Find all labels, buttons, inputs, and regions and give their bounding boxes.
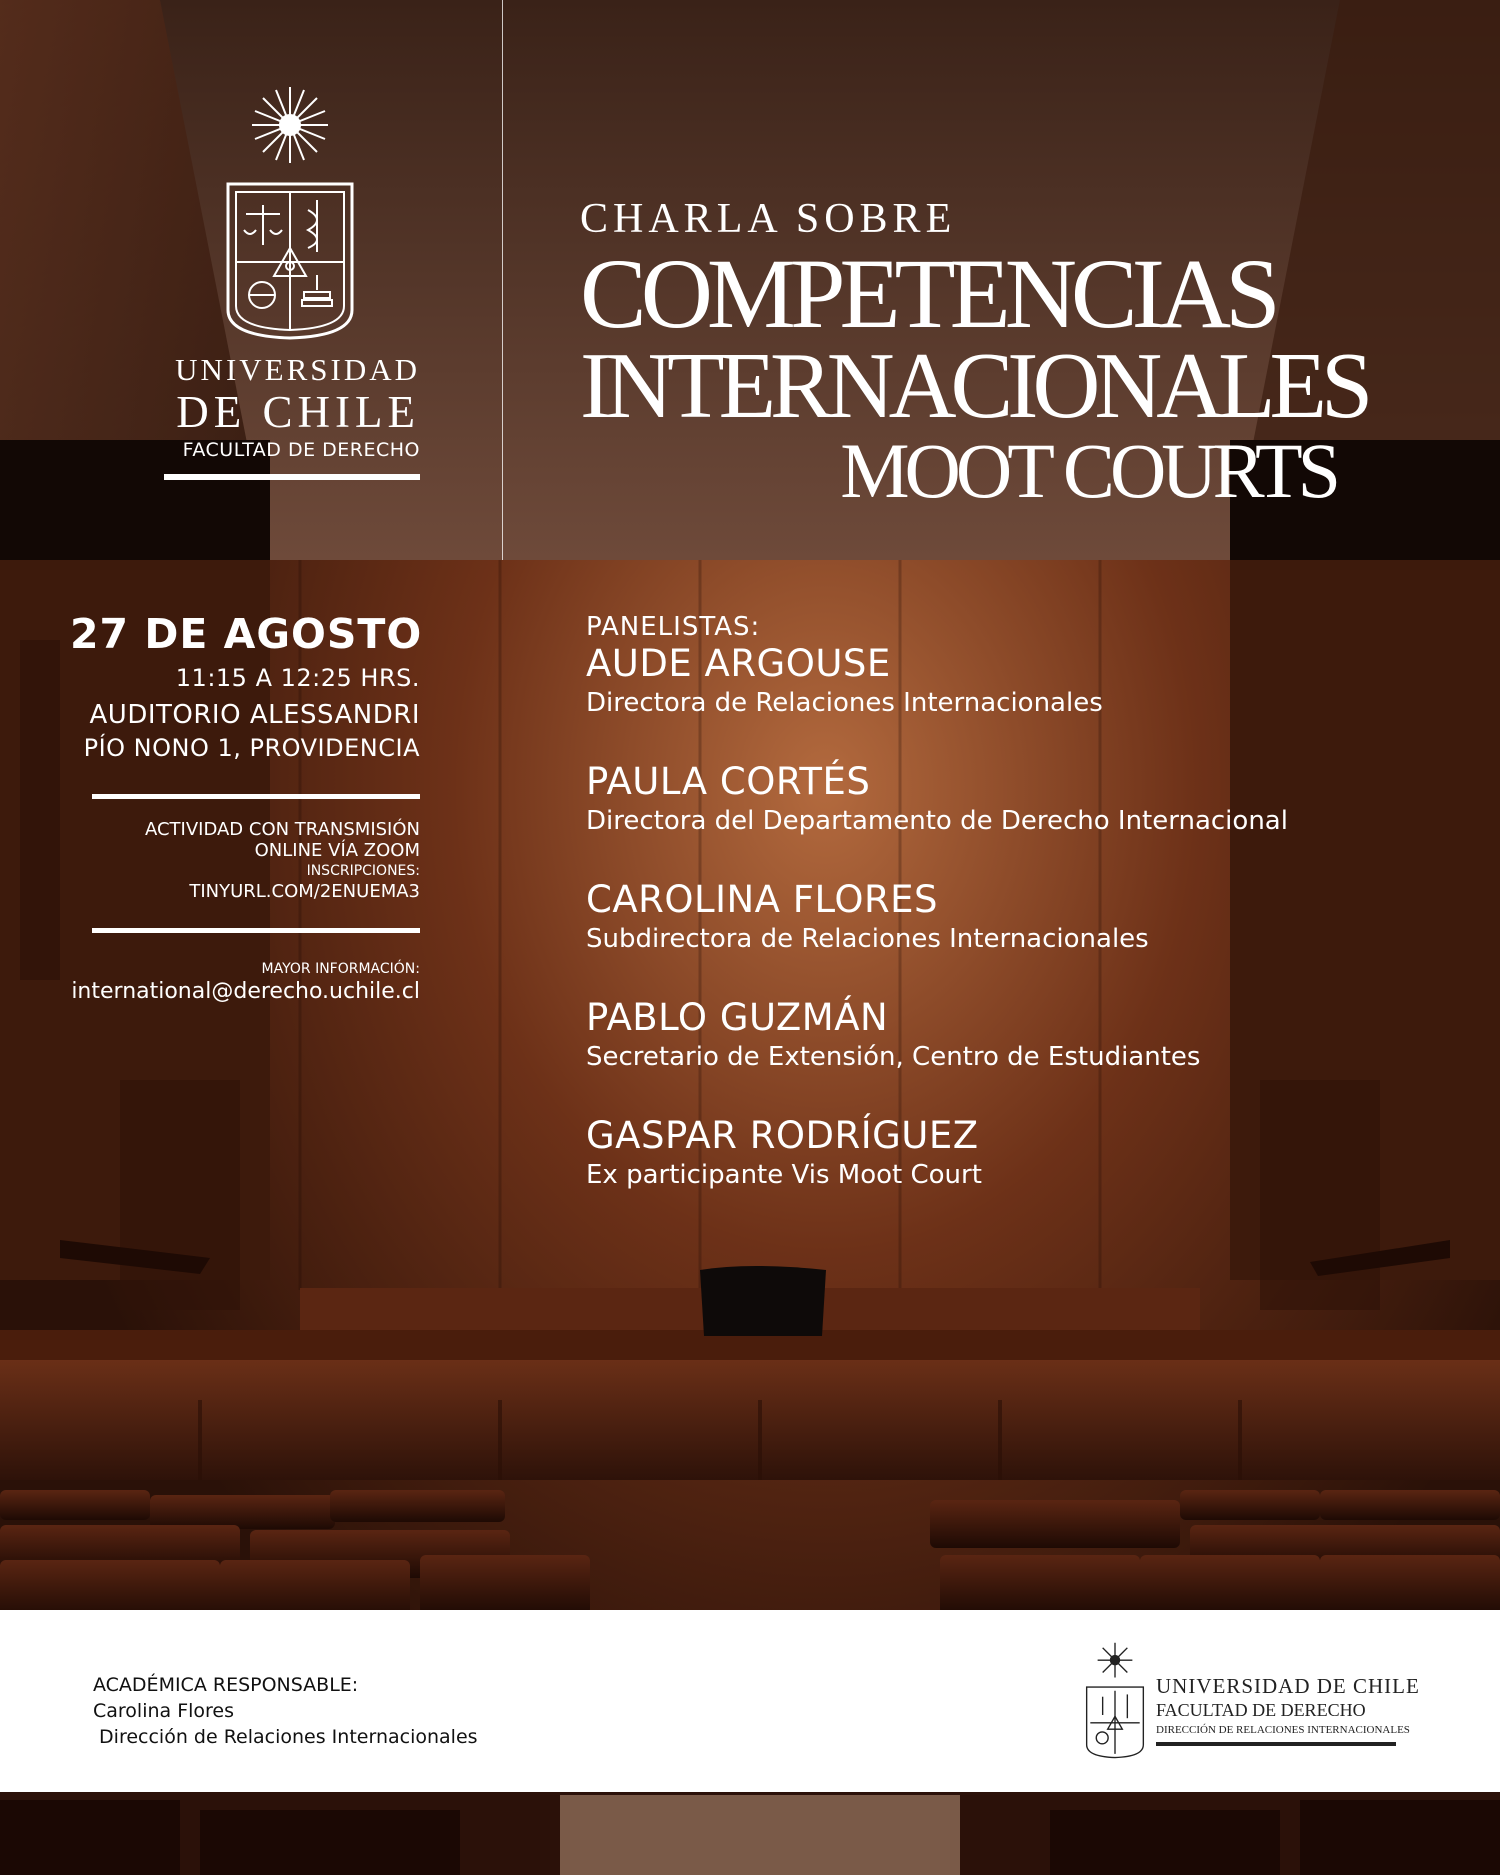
title-line2: COMPETENCIAS: [580, 238, 1275, 349]
online-line1: ACTIVIDAD CON TRANSMISIÓN: [144, 819, 420, 840]
divider-line: [502, 0, 503, 560]
panelist-name: PABLO GUZMÁN: [586, 996, 889, 1039]
university-logo: [160, 80, 420, 490]
panelist-role: Subdirectora de Relaciones Internacionales: [586, 924, 1149, 954]
footer-logo-underline: [1156, 1742, 1396, 1746]
footer-logo: [1083, 1634, 1420, 1774]
registration-link[interactable]: TINYURL.COM/2ENUEMA3: [189, 881, 420, 902]
logo-name-line1: UNIVERSIDAD: [175, 352, 420, 387]
panelist: [586, 878, 1386, 956]
logo-name-line2: DE CHILE: [176, 387, 420, 437]
panelist: [586, 1114, 1386, 1192]
responsible-dept: Dirección de Relaciones Internacionales: [93, 1726, 478, 1748]
responsible-academic: [93, 1672, 478, 1750]
coat-of-arms-icon: [220, 80, 360, 340]
panelist: [586, 996, 1386, 1074]
panelist-name: CAROLINA FLORES: [586, 878, 939, 921]
panelist-role: Ex participante Vis Moot Court: [586, 1160, 982, 1190]
separator: [92, 928, 420, 933]
footer-logo-line1: UNIVERSIDAD DE CHILE: [1156, 1674, 1420, 1698]
panelist: [586, 760, 1386, 838]
registration-label: INSCRIPCIONES:: [306, 863, 420, 879]
event-date: 27 DE AGOSTO: [70, 610, 423, 658]
panelist-name: PAULA CORTÉS: [586, 760, 871, 803]
panelist-role: Secretario de Extensión, Centro de Estudiantes: [586, 1042, 1201, 1072]
title-line3: INTERNACIONALES: [580, 334, 1368, 438]
event-address: PÍO NONO 1, PROVIDENCIA: [83, 734, 420, 762]
panelists: [586, 612, 1386, 1232]
panelist: [586, 642, 1386, 720]
title-line4: MOOT COURTS: [840, 427, 1336, 514]
panelist-role: Directora de Relaciones Internacionales: [586, 688, 1103, 718]
event-time: 11:15 A 12:25 HRS.: [175, 664, 420, 692]
footer: [0, 1610, 1500, 1792]
panelist-role: Directora del Departamento de Derecho Internacional: [586, 806, 1288, 836]
event-info: [70, 610, 423, 1004]
event-title: [580, 195, 1368, 514]
online-line2: ONLINE VÍA ZOOM: [254, 840, 420, 861]
event-venue: AUDITORIO ALESSANDRI: [89, 700, 420, 730]
title-line1: CHARLA SOBRE: [580, 196, 957, 242]
responsible-name: Carolina Flores: [93, 1700, 235, 1722]
logo-faculty: FACULTAD DE DERECHO: [182, 439, 420, 461]
info-email[interactable]: international@derecho.uchile.cl: [71, 979, 420, 1004]
panelist-name: AUDE ARGOUSE: [586, 642, 891, 685]
logo-underline: [164, 474, 420, 480]
info-label: MAYOR INFORMACIÓN:: [261, 961, 420, 977]
coat-of-arms-icon: [1083, 1634, 1147, 1764]
responsible-label: ACADÉMICA RESPONSABLE:: [93, 1674, 359, 1696]
separator: [92, 794, 420, 799]
footer-logo-line2: FACULTAD DE DERECHO: [1156, 1700, 1366, 1720]
panelists-label: PANELISTAS:: [586, 612, 761, 642]
panelist-name: GASPAR RODRÍGUEZ: [586, 1114, 979, 1157]
footer-logo-line3: DIRECCIÓN DE RELACIONES INTERNACIONALES: [1156, 1724, 1410, 1736]
